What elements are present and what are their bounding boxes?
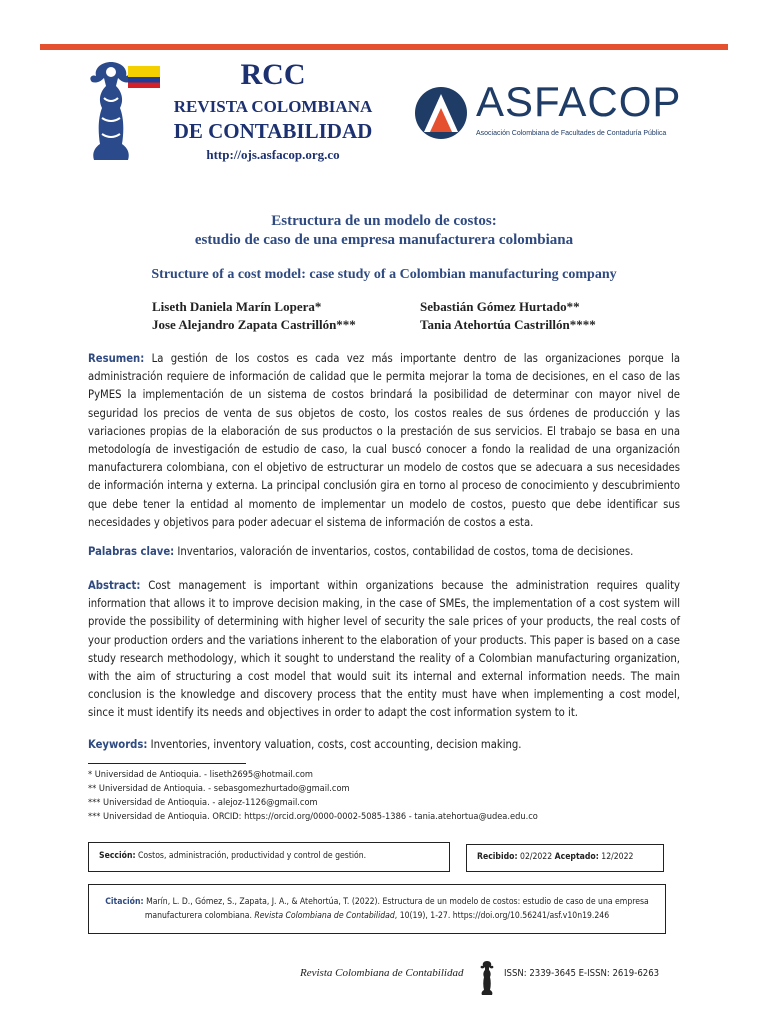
footnotes xyxy=(88,768,538,824)
seccion-label: Sección: xyxy=(99,851,136,861)
resumen-text: La gestión de los costos es cada vez más importante dentro de las organizaciones porque la administración requiere de información de calidad que le permita mejorar la toma de decisiones, en el caso de las PyMES la implementación de un sistema de costos brindará la posibilidad de determinar con mayor nivel de seguridad los precios de venta de sus objetos de costo, los costos reales de sus órdenes de producción y las variaciones propias de la elaboración de sus productos o la prestación de sus servicios. El trabajo se basa en una metodología de investigación de estudio de caso, la cual buscó conocer a fondo la realidad de una organización manufacturera colombiana, con el objetivo de estructurar un modelo de costos que se adecuara a sus necesidades de información interna y externa. La principal conclusión gira en torno al proceso de conocimiento y descubrimiento que debe tener la entidad al momento de implementar un modelo de costos, puesto que debe identificar sus necesidades y objetivos para poder adecuar el sistema de información de costos a esta. xyxy=(88,352,680,529)
footnote-item: * Universidad de Antioquia. - liseth2695@hotmail.com xyxy=(88,769,313,780)
keywords-label: Keywords: xyxy=(88,738,148,751)
authors-right-column xyxy=(420,298,596,334)
asfacop-logo-icon xyxy=(414,86,468,140)
citation-label: Citación: xyxy=(105,897,144,907)
citation-box xyxy=(88,884,666,934)
asfacop-subtitle: Asociación Colombiana de Facultades de Contaduría Pública xyxy=(476,130,667,137)
colombia-flag-icon xyxy=(128,66,160,88)
article-title-es xyxy=(60,212,708,250)
aceptado-date: 12/2022 xyxy=(601,852,634,862)
asfacop-wordmark: ASFACOP xyxy=(476,78,682,125)
rcc-acronym: RCC xyxy=(240,58,306,91)
footnote-item: ** Universidad de Antioquia. - sebasgomezhurtado@gmail.com xyxy=(88,783,350,794)
footer-statue-icon xyxy=(478,960,496,996)
journal-name-line2: DE CONTABILIDAD xyxy=(173,119,373,143)
resumen-paragraph xyxy=(88,350,680,532)
article-title-en: Structure of a cost model: case study of a Colombian manufacturing company xyxy=(151,267,617,282)
seccion-text: Costos, administración, productividad y control de gestión. xyxy=(138,851,367,861)
seccion-box xyxy=(88,842,450,872)
footer-journal-name: Revista Colombiana de Contabilidad xyxy=(300,967,464,979)
citation-doi[interactable]: , 10(19), 1-27. https://doi.org/10.56241/asf.v10n19.246 xyxy=(394,911,610,921)
footnote-divider xyxy=(88,763,246,764)
article-title-es-line2: estudio de caso de una empresa manufacturera colombiana xyxy=(194,232,574,248)
header-accent-bar xyxy=(40,44,728,50)
abstract-paragraph xyxy=(88,577,680,723)
recibido-date: 02/2022 xyxy=(520,852,553,862)
keywords-paragraph xyxy=(88,736,680,754)
abstract-text: Cost management is important within organizations because the administration requires quality information that allows it to improve decision making, in the case of SMEs, the implementation of a cost system will provide the possibility of determining with higher level of security the sale prices of your products, the real costs of your production orders and the variations inherent to the elaboration of your products. This paper is based on a case study research methodology, which it sought to understand the reality of a Colombian manufacturing organization, with the aim of structuring a cost model that would suit its internal and external information needs. The main conclusion is the knowledge and discovery process that the entity must have when implementing a cost model, since it must identify its needs and objectives in order to adapt the cost information system to it. xyxy=(88,579,680,720)
author-name: Sebastián Gómez Hurtado** xyxy=(420,299,580,314)
author-name: Liseth Daniela Marín Lopera* xyxy=(152,299,322,314)
authors-left-column xyxy=(152,298,356,334)
footnote-item: *** Universidad de Antioquia. - alejoz-1126@gmail.com xyxy=(88,797,318,808)
citation-journal: Revista Colombiana de Contabilidad xyxy=(254,911,395,921)
author-name: Jose Alejandro Zapata Castrillón*** xyxy=(152,317,356,332)
keywords-text: Inventories, inventory valuation, costs, cost accounting, decision making. xyxy=(150,738,522,751)
journal-url-link[interactable]: http://ojs.asfacop.org.co xyxy=(206,147,340,162)
abstract-label: Abstract: xyxy=(88,579,141,592)
footnote-item: *** Universidad de Antioquia. ORCID: https://orcid.org/0000-0002-5085-1386 - tania.atehortua@udea.edu.co xyxy=(88,811,538,822)
footer-issn: ISSN: 2339-3645 E-ISSN: 2619-6263 xyxy=(504,968,660,979)
author-name: Tania Atehortúa Castrillón**** xyxy=(420,317,596,332)
resumen-label: Resumen: xyxy=(88,352,145,365)
palabras-clave-paragraph xyxy=(88,543,680,561)
aceptado-label: Aceptado: xyxy=(554,852,599,862)
journal-masthead xyxy=(158,58,388,166)
article-title-es-line1: Estructura de un modelo de costos: xyxy=(271,213,497,229)
journal-name-line1: REVISTA COLOMBIANA xyxy=(173,97,373,116)
palabras-clave-label: Palabras clave: xyxy=(88,545,175,558)
recibido-label: Recibido: xyxy=(477,852,518,862)
dates-box xyxy=(466,844,664,872)
citation-text: Marín, L. D., Gómez, S., Zapata, J. A., & Atehortúa, T. (2022). Estructura de un modelo de costos: estudio de caso de una empresa manufacturera colombiana. xyxy=(144,897,649,921)
palabras-clave-text: Inventarios, valoración de inventarios, costos, contabilidad de costos, toma de decisiones. xyxy=(177,545,634,558)
